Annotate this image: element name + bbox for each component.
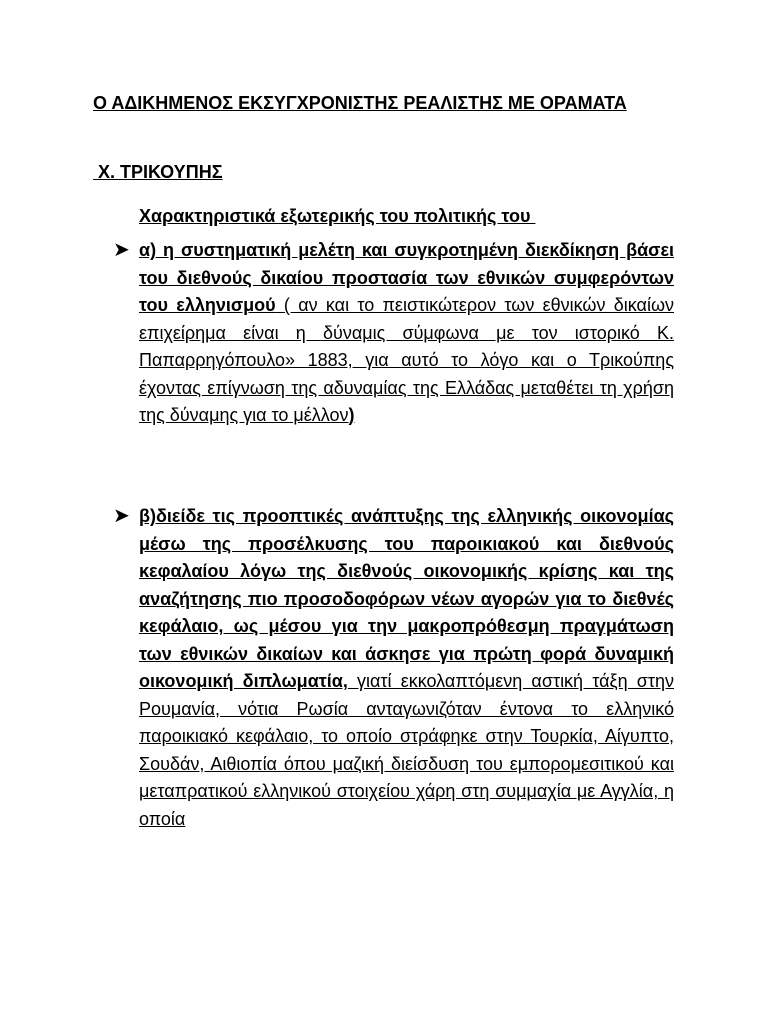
item-b-bold-text: β)διείδε τις προοπτικές ανάπτυξης της ελληνικής οικονομίας μέσω της προσέλκυσης του παροικιακού και διεθνούς κεφαλαίου λόγω της διεθνούς οικονομικής κρίσης και της αναζήτησης πιο προσοδοφόρων νέων αγορών για το διεθνές κεφάλαιο, ως μέσου για την μακροπρόθεσμη πραγμάτωση των εθνικών δικαίων και άσκησε για πρώτη φορά δυναμική οικονομική διπλωματία, bbox=[139, 506, 674, 691]
document-subtitle: Χ. ΤΡΙΚΟΥΠΗΣ bbox=[93, 162, 223, 182]
item-b-normal-text: γιατί εκκολαπτόμενη αστική τάξη στην Ρουμανία, νότια Ρωσία ανταγωνιζόταν έντονα το ελληνικό παροικιακό κεφάλαιο, το οποίο στράφηκε στην Τουρκία, Αίγυπτο, Σουδάν, Αιθιοπία όπου μαζική διείσδυση του εμπορομεσιτικού και μεταπρατικού ελληνικού στοιχείου χάρη στη συμμαχία με Αγγλία, η οποία bbox=[139, 671, 674, 829]
arrowhead-bullet-icon: ➤ bbox=[113, 237, 130, 261]
document-title: Ο ΑΔΙΚΗΜΕΝΟΣ ΕΚΣΥΓΧΡΟΝΙΣΤΗΣ ΡΕΑΛΙΣΤΗΣ ΜΕ ΟΡΑΜΑΤΑ bbox=[93, 93, 627, 113]
item-a-bold-text: α) η συστηματική μελέτη και συγκροτημένη διεκδίκηση βάσει του διεθνούς δικαίου προστασία των εθνικών συμφερόντων του ελληνισμού bbox=[139, 240, 674, 315]
item-a-normal-text: ( αν και το πειστικώτερον των εθνικών δικαίων επιχείρημα είναι η δύναμις σύμφωνα με τον ιστορικό Κ. Παπαρρηγόπουλο» 1883, για αυτό το λόγο και ο Τρικούπης έχοντας επίγνωση της αδυναμίας της Ελλάδας μεταθέτει τη χρήση της δύναμης για το μέλλον bbox=[139, 295, 674, 425]
item-a-closing-text: ) bbox=[348, 405, 355, 425]
list-item-a bbox=[139, 237, 674, 430]
section-heading: Χαρακτηριστικά εξωτερικής του πολιτικής του bbox=[139, 206, 536, 226]
arrowhead-bullet-icon: ➤ bbox=[113, 503, 130, 527]
list-item-b bbox=[139, 503, 674, 833]
